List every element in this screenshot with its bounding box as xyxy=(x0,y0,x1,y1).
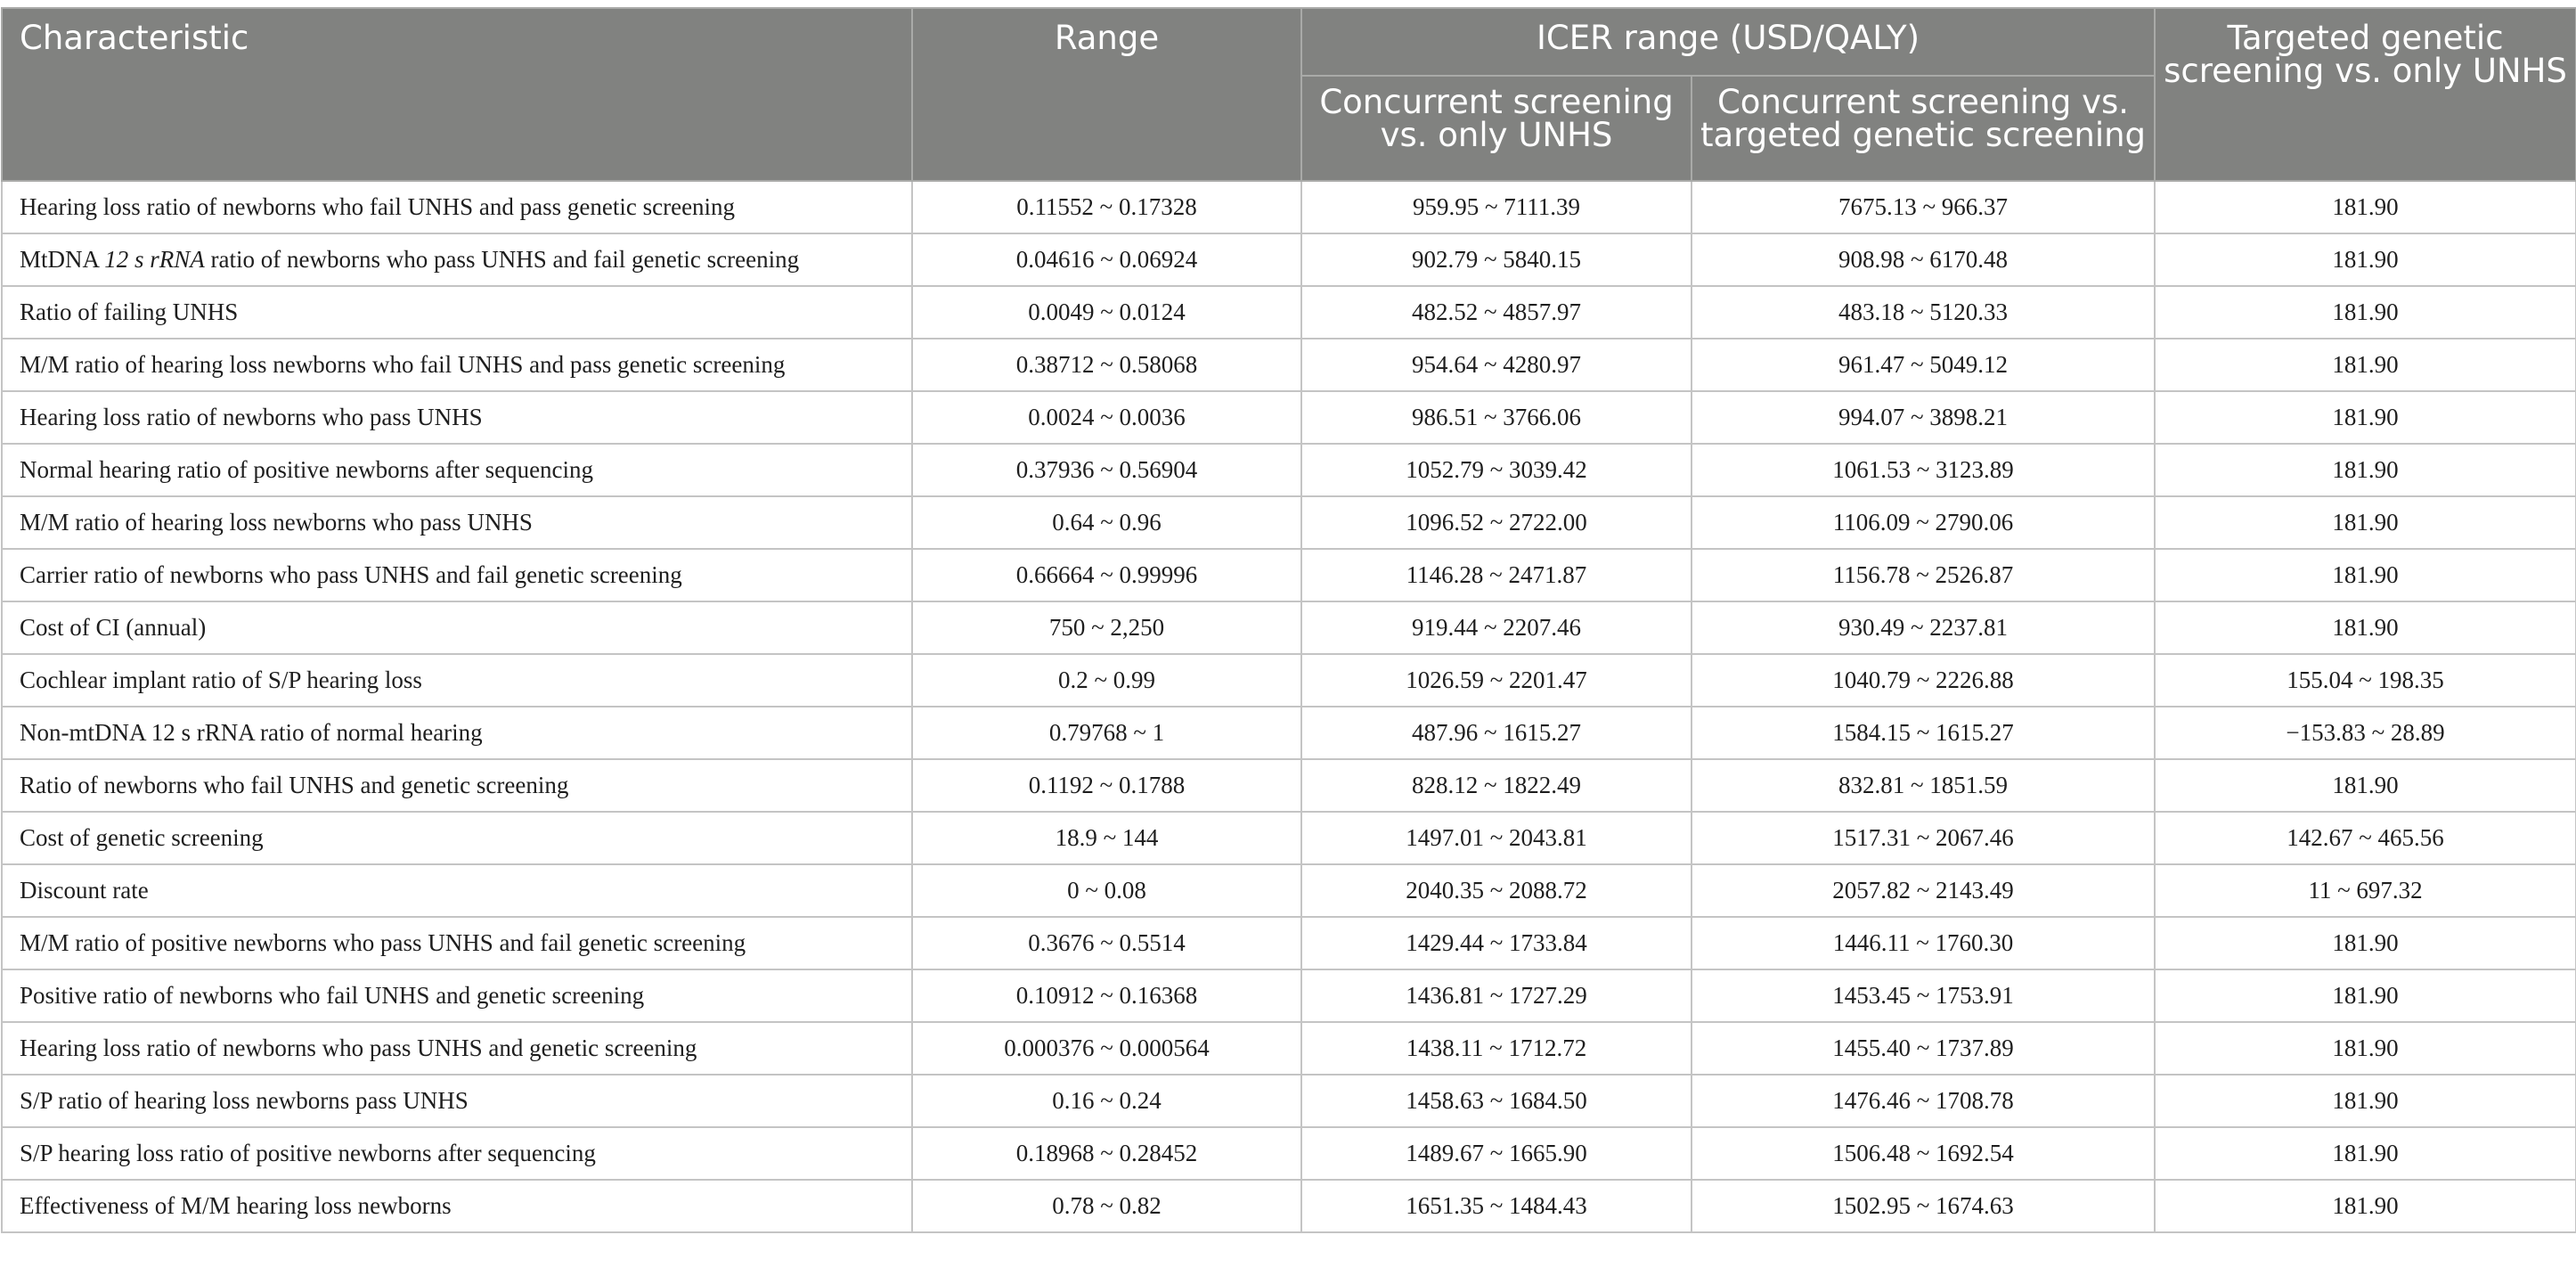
cell-range: 0.2 ~ 0.99 xyxy=(912,654,1301,707)
cell-concurrent-vs-unhs: 959.95 ~ 7111.39 xyxy=(1301,181,1692,233)
sensitivity-table xyxy=(1,7,2576,1233)
table-row xyxy=(2,1075,2576,1127)
header-range: Range xyxy=(912,8,1301,181)
cell-range: 0.04616 ~ 0.06924 xyxy=(912,233,1301,286)
table-row xyxy=(2,864,2576,917)
cell-range: 0.18968 ~ 0.28452 xyxy=(912,1127,1301,1180)
header-characteristic: Characteristic xyxy=(2,8,912,181)
cell-characteristic: M/M ratio of hearing loss newborns who pass UNHS xyxy=(2,496,912,549)
cell-concurrent-vs-unhs: 919.44 ~ 2207.46 xyxy=(1301,601,1692,654)
characteristic-text-pre: MtDNA xyxy=(20,246,105,273)
cell-concurrent-vs-unhs: 1096.52 ~ 2722.00 xyxy=(1301,496,1692,549)
cell-concurrent-vs-targeted: 1506.48 ~ 1692.54 xyxy=(1692,1127,2155,1180)
cell-targeted-vs-unhs: 181.90 xyxy=(2155,1127,2576,1180)
cell-concurrent-vs-unhs: 902.79 ~ 5840.15 xyxy=(1301,233,1692,286)
cell-targeted-vs-unhs: 181.90 xyxy=(2155,444,2576,496)
cell-concurrent-vs-targeted: 1106.09 ~ 2790.06 xyxy=(1692,496,2155,549)
cell-characteristic: Cochlear implant ratio of S/P hearing loss xyxy=(2,654,912,707)
characteristic-text-post: ratio of newborns who pass UNHS and fail genetic screening xyxy=(204,246,800,273)
header-icer-group: ICER range (USD/QALY) xyxy=(1301,8,2155,76)
cell-characteristic: Cost of CI (annual) xyxy=(2,601,912,654)
table-row xyxy=(2,759,2576,812)
header-concurrent-vs-unhs: Concurrent screening vs. only UNHS xyxy=(1301,76,1692,181)
cell-characteristic: Normal hearing ratio of positive newborns after sequencing xyxy=(2,444,912,496)
cell-characteristic: Discount rate xyxy=(2,864,912,917)
cell-characteristic: Non-mtDNA 12 s rRNA ratio of normal hearing xyxy=(2,707,912,759)
cell-range: 0.64 ~ 0.96 xyxy=(912,496,1301,549)
table-row xyxy=(2,339,2576,391)
cell-range: 0.1192 ~ 0.1788 xyxy=(912,759,1301,812)
cell-characteristic: M/M ratio of positive newborns who pass UNHS and fail genetic screening xyxy=(2,917,912,969)
table-row xyxy=(2,549,2576,601)
cell-range: 0.10912 ~ 0.16368 xyxy=(912,969,1301,1022)
table-row xyxy=(2,707,2576,759)
cell-concurrent-vs-unhs: 1146.28 ~ 2471.87 xyxy=(1301,549,1692,601)
cell-targeted-vs-unhs: 181.90 xyxy=(2155,233,2576,286)
table-row xyxy=(2,286,2576,339)
cell-range: 0.3676 ~ 0.5514 xyxy=(912,917,1301,969)
cell-characteristic: S/P ratio of hearing loss newborns pass UNHS xyxy=(2,1075,912,1127)
cell-concurrent-vs-unhs: 1026.59 ~ 2201.47 xyxy=(1301,654,1692,707)
cell-range: 0.000376 ~ 0.000564 xyxy=(912,1022,1301,1075)
cell-characteristic: Ratio of newborns who fail UNHS and genetic screening xyxy=(2,759,912,812)
cell-targeted-vs-unhs: 181.90 xyxy=(2155,917,2576,969)
cell-concurrent-vs-unhs: 482.52 ~ 4857.97 xyxy=(1301,286,1692,339)
cell-characteristic: Carrier ratio of newborns who pass UNHS and fail genetic screening xyxy=(2,549,912,601)
cell-range: 0.0049 ~ 0.0124 xyxy=(912,286,1301,339)
cell-targeted-vs-unhs: 181.90 xyxy=(2155,391,2576,444)
cell-concurrent-vs-targeted: 961.47 ~ 5049.12 xyxy=(1692,339,2155,391)
cell-targeted-vs-unhs: 181.90 xyxy=(2155,759,2576,812)
cell-concurrent-vs-unhs: 487.96 ~ 1615.27 xyxy=(1301,707,1692,759)
header-targeted-vs-unhs: Targeted genetic screening vs. only UNHS xyxy=(2155,8,2576,181)
cell-targeted-vs-unhs: 11 ~ 697.32 xyxy=(2155,864,2576,917)
cell-targeted-vs-unhs: 181.90 xyxy=(2155,549,2576,601)
cell-concurrent-vs-targeted: 1061.53 ~ 3123.89 xyxy=(1692,444,2155,496)
cell-range: 0.66664 ~ 0.99996 xyxy=(912,549,1301,601)
cell-concurrent-vs-unhs: 1458.63 ~ 1684.50 xyxy=(1301,1075,1692,1127)
gene-name-italic: 12 s rRNA xyxy=(104,246,205,273)
table-row xyxy=(2,181,2576,233)
cell-concurrent-vs-targeted: 1502.95 ~ 1674.63 xyxy=(1692,1180,2155,1232)
cell-concurrent-vs-unhs: 828.12 ~ 1822.49 xyxy=(1301,759,1692,812)
table-row xyxy=(2,391,2576,444)
cell-range: 0.11552 ~ 0.17328 xyxy=(912,181,1301,233)
cell-concurrent-vs-targeted: 1517.31 ~ 2067.46 xyxy=(1692,812,2155,864)
cell-concurrent-vs-unhs: 1429.44 ~ 1733.84 xyxy=(1301,917,1692,969)
cell-targeted-vs-unhs: 181.90 xyxy=(2155,601,2576,654)
cell-range: 0.0024 ~ 0.0036 xyxy=(912,391,1301,444)
cell-concurrent-vs-unhs: 1052.79 ~ 3039.42 xyxy=(1301,444,1692,496)
cell-characteristic: Ratio of failing UNHS xyxy=(2,286,912,339)
cell-targeted-vs-unhs: 181.90 xyxy=(2155,181,2576,233)
cell-targeted-vs-unhs: 181.90 xyxy=(2155,286,2576,339)
cell-targeted-vs-unhs: 142.67 ~ 465.56 xyxy=(2155,812,2576,864)
cell-concurrent-vs-unhs: 2040.35 ~ 2088.72 xyxy=(1301,864,1692,917)
cell-concurrent-vs-unhs: 1436.81 ~ 1727.29 xyxy=(1301,969,1692,1022)
cell-concurrent-vs-targeted: 1476.46 ~ 1708.78 xyxy=(1692,1075,2155,1127)
cell-range: 0.78 ~ 0.82 xyxy=(912,1180,1301,1232)
cell-targeted-vs-unhs: 155.04 ~ 198.35 xyxy=(2155,654,2576,707)
cell-concurrent-vs-targeted: 2057.82 ~ 2143.49 xyxy=(1692,864,2155,917)
cell-targeted-vs-unhs: 181.90 xyxy=(2155,1075,2576,1127)
cell-range: 750 ~ 2,250 xyxy=(912,601,1301,654)
cell-range: 0.37936 ~ 0.56904 xyxy=(912,444,1301,496)
cell-characteristic xyxy=(2,233,912,286)
table-row xyxy=(2,1022,2576,1075)
cell-characteristic: Positive ratio of newborns who fail UNHS and genetic screening xyxy=(2,969,912,1022)
cell-characteristic: Hearing loss ratio of newborns who pass UNHS xyxy=(2,391,912,444)
cell-targeted-vs-unhs: 181.90 xyxy=(2155,496,2576,549)
cell-concurrent-vs-unhs: 1651.35 ~ 1484.43 xyxy=(1301,1180,1692,1232)
cell-concurrent-vs-unhs: 1497.01 ~ 2043.81 xyxy=(1301,812,1692,864)
cell-concurrent-vs-unhs: 986.51 ~ 3766.06 xyxy=(1301,391,1692,444)
cell-concurrent-vs-targeted: 1446.11 ~ 1760.30 xyxy=(1692,917,2155,969)
table-row xyxy=(2,969,2576,1022)
cell-concurrent-vs-targeted: 1584.15 ~ 1615.27 xyxy=(1692,707,2155,759)
cell-characteristic: Hearing loss ratio of newborns who pass UNHS and genetic screening xyxy=(2,1022,912,1075)
cell-concurrent-vs-targeted: 483.18 ~ 5120.33 xyxy=(1692,286,2155,339)
cell-targeted-vs-unhs: 181.90 xyxy=(2155,1022,2576,1075)
cell-concurrent-vs-unhs: 1489.67 ~ 1665.90 xyxy=(1301,1127,1692,1180)
cell-range: 0 ~ 0.08 xyxy=(912,864,1301,917)
cell-range: 0.79768 ~ 1 xyxy=(912,707,1301,759)
cell-range: 0.16 ~ 0.24 xyxy=(912,1075,1301,1127)
header-concurrent-vs-targeted: Concurrent screening vs. targeted genetic screening xyxy=(1692,76,2155,181)
cell-concurrent-vs-targeted: 908.98 ~ 6170.48 xyxy=(1692,233,2155,286)
cell-concurrent-vs-targeted: 1156.78 ~ 2526.87 xyxy=(1692,549,2155,601)
table-row xyxy=(2,1127,2576,1180)
cell-concurrent-vs-targeted: 7675.13 ~ 966.37 xyxy=(1692,181,2155,233)
table-row xyxy=(2,496,2576,549)
table-header xyxy=(2,8,2576,181)
table-row xyxy=(2,233,2576,286)
table-row xyxy=(2,654,2576,707)
table-row xyxy=(2,812,2576,864)
cell-characteristic: M/M ratio of hearing loss newborns who fail UNHS and pass genetic screening xyxy=(2,339,912,391)
cell-concurrent-vs-targeted: 1040.79 ~ 2226.88 xyxy=(1692,654,2155,707)
cell-characteristic: Cost of genetic screening xyxy=(2,812,912,864)
cell-concurrent-vs-unhs: 954.64 ~ 4280.97 xyxy=(1301,339,1692,391)
cell-targeted-vs-unhs: 181.90 xyxy=(2155,969,2576,1022)
cell-concurrent-vs-targeted: 1453.45 ~ 1753.91 xyxy=(1692,969,2155,1022)
table-row xyxy=(2,1180,2576,1232)
cell-range: 0.38712 ~ 0.58068 xyxy=(912,339,1301,391)
cell-characteristic: Hearing loss ratio of newborns who fail UNHS and pass genetic screening xyxy=(2,181,912,233)
table-body xyxy=(2,181,2576,1232)
cell-targeted-vs-unhs: 181.90 xyxy=(2155,339,2576,391)
cell-range: 18.9 ~ 144 xyxy=(912,812,1301,864)
cell-characteristic: S/P hearing loss ratio of positive newborns after sequencing xyxy=(2,1127,912,1180)
table-row xyxy=(2,917,2576,969)
cell-concurrent-vs-targeted: 832.81 ~ 1851.59 xyxy=(1692,759,2155,812)
cell-targeted-vs-unhs: 181.90 xyxy=(2155,1180,2576,1232)
cell-concurrent-vs-targeted: 994.07 ~ 3898.21 xyxy=(1692,391,2155,444)
cell-characteristic: Effectiveness of M/M hearing loss newborns xyxy=(2,1180,912,1232)
cell-concurrent-vs-targeted: 930.49 ~ 2237.81 xyxy=(1692,601,2155,654)
table-row xyxy=(2,601,2576,654)
cell-concurrent-vs-unhs: 1438.11 ~ 1712.72 xyxy=(1301,1022,1692,1075)
cell-concurrent-vs-targeted: 1455.40 ~ 1737.89 xyxy=(1692,1022,2155,1075)
table-row xyxy=(2,444,2576,496)
cell-targeted-vs-unhs: −153.83 ~ 28.89 xyxy=(2155,707,2576,759)
